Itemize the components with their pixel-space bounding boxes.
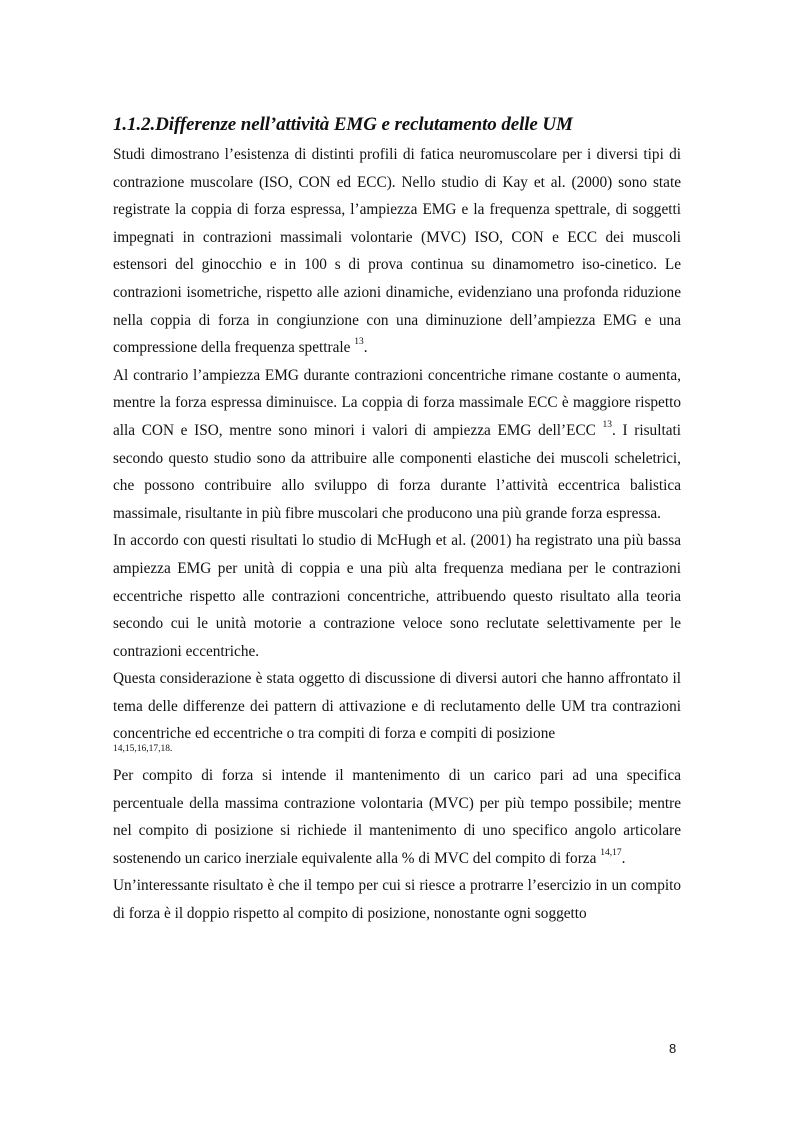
paragraph-3 <box>113 527 681 665</box>
paragraph-3-text: In accordo con questi risultati lo studio di McHugh et al. (2001) ha registrato una più bassa ampiezza EMG per unità di coppia e una più alta frequenza mediana per le contrazioni eccentriche rispetto alle contrazioni concentriche, attribuendo questo risultato alla teoria secondo cui le unità motorie a contrazione veloce sono reclutate selettivamente per le contrazioni eccentriche. <box>113 532 681 660</box>
paragraph-4-text: Questa considerazione è stata oggetto di discussione di diversi autori che hanno affrontato il tema delle differenze dei pattern di attivazione e di reclutamento delle UM tra contrazioni concentriche ed eccentriche o tra compiti di forza e compiti di posizione <box>113 670 681 743</box>
paragraph-1-text: Studi dimostrano l’esistenza di distinti profili di fatica neuromuscolare per i diversi tipi di contrazione muscolare (ISO, CON ed ECC). Nello studio di Kay et al. (2000) sono state registrate la coppia di forza espressa, l’ampiezza EMG e la frequenza spettrale, di soggetti impegnati in contrazioni massimali volontarie (MVC) ISO, CON e ECC dei muscoli estensori del ginocchio e in 100 s di prova continua su dinamometro iso-cinetico. Le contrazioni isometriche, rispetto alle azioni dinamiche, evidenziano una profonda riduzione nella coppia di forza in congiunzione con una diminuzione dell’ampiezza EMG e una compressione della frequenza spettrale <box>113 146 681 357</box>
paragraph-5 <box>113 762 681 872</box>
paragraph-6-text: Un’interessante risultato è che il tempo per cui si riesce a protrarre l’esercizio in un compito di forza è il doppio rispetto al compito di posizione, nonostante ogni soggetto <box>113 877 681 923</box>
page-number: 8 <box>669 1041 677 1056</box>
paragraph-6 <box>113 872 681 927</box>
citation-ref: 14,17 <box>600 847 622 858</box>
citation-ref: 13 <box>354 337 364 348</box>
paragraph-5-text: Per compito di forza si intende il mantenimento di un carico pari ad una specifica percentuale della massima contrazione volontaria (MVC) per più tempo possibile; mentre nel compito di posizione si richiede il mantenimento di uno specifico angolo articolare sostenendo un carico inerziale equivalente alla % di MVC del compito di forza <box>113 767 681 867</box>
paragraph-1 <box>113 141 681 362</box>
paragraph-4 <box>113 665 681 748</box>
section-heading: 1.1.2.Differenze nell’attività EMG e reclutamento delle UM <box>113 114 573 135</box>
paragraph-1-tail: . <box>363 339 368 357</box>
paragraph-2-tail: . I risultati secondo questo studio sono da attribuire alle componenti elastiche dei muscoli scheletrici, che possono contribuire allo sviluppo di forza durante l’attività eccentrica balistica massimale, risultante in più fibre muscolari che producono una più grande forza espressa. <box>113 421 681 522</box>
paragraph-4-tail: . <box>170 744 173 755</box>
paragraph-2 <box>113 362 681 528</box>
paragraph-2-text: Al contrario l’ampiezza EMG durante contrazioni concentriche rimane costante o aumenta, mentre la forza espressa diminuisce. La coppia di forza massimale ECC è maggiore rispetto alla CON e ISO, mentre sono minori i valori di ampiezza EMG dell’ECC <box>113 366 681 439</box>
citation-ref: 13 <box>602 419 613 430</box>
citation-ref: 14,15,16,17,18 <box>113 744 170 755</box>
document-page <box>113 112 681 928</box>
paragraph-5-tail: . <box>621 849 626 867</box>
